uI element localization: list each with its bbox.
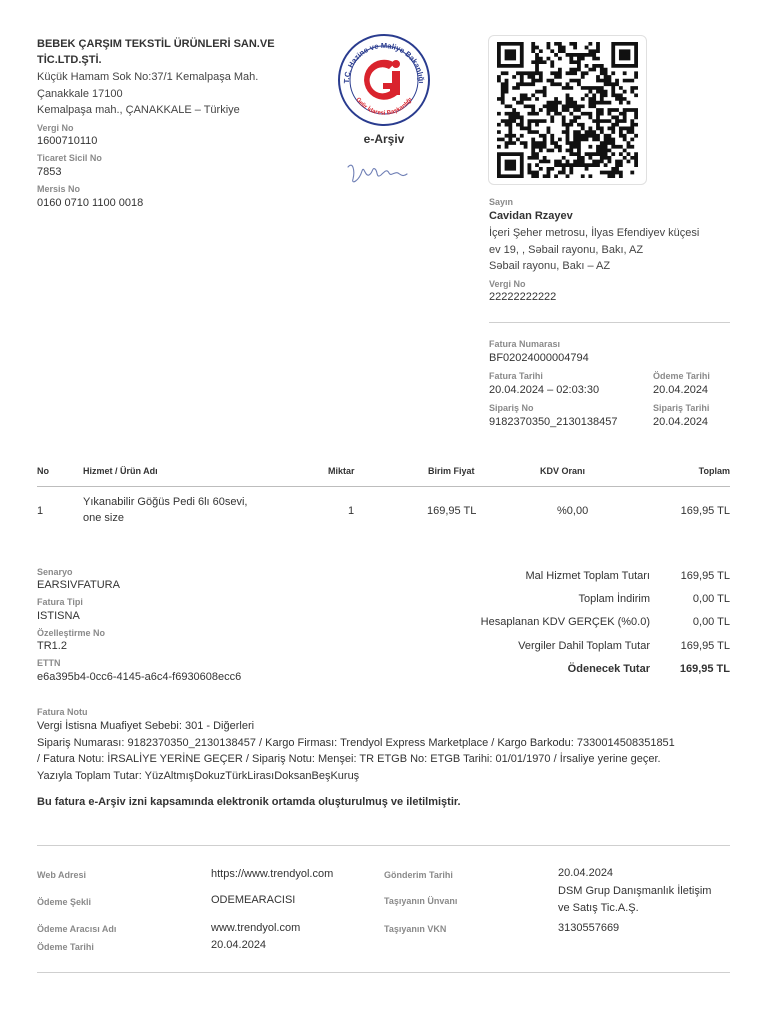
ettn-label: ETTN bbox=[37, 658, 61, 668]
buyer-salutation: Sayın bbox=[489, 197, 514, 207]
buyer-tax-no-label: Vergi No bbox=[489, 279, 526, 289]
divider bbox=[489, 322, 730, 323]
payable-label: Ödenecek Tutar bbox=[567, 663, 650, 675]
seller-name: BEBEK ÇARŞIM TEKSTİL ÜRÜNLERİ SAN.VE TİC.LTD.ŞTİ. bbox=[37, 38, 275, 66]
scenario-label: Senaryo bbox=[37, 567, 73, 577]
carrier-name bbox=[558, 883, 738, 916]
carrier-vkn: 3130557669 bbox=[558, 922, 620, 934]
invoice-type-label: Fatura Tipi bbox=[37, 597, 83, 607]
web-address-label: Web Adresi bbox=[37, 870, 87, 880]
row-product-line: Yıkanabilir Göğüs Pedi 6lı 60sevi, bbox=[83, 496, 248, 508]
note-line: Sipariş Numarası: 9182370350_2130138457 / Kargo Firması: Trendyol Express Marketplace / Kargo Barkodu: 7330014508351851 bbox=[37, 736, 675, 749]
payment-method: ODEMEARACISI bbox=[211, 894, 296, 906]
table-header-divider bbox=[37, 486, 730, 487]
logo-bottom-text: Gelir İdaresi Başkanlığı bbox=[354, 96, 414, 117]
note-line: Vergi İstisna Muafiyet Sebebi: 301 - Diğerleri bbox=[37, 720, 255, 732]
total-incl-tax-value: 169,95 TL bbox=[680, 640, 730, 652]
note-line: Yazıyla Toplam Tutar: YüzAltmışDokuzTürkLirasıDoksanBeşKuruş bbox=[37, 769, 360, 782]
seller-tax-no: 1600710110 bbox=[37, 135, 98, 147]
row-product bbox=[83, 494, 283, 526]
footer-bottom-divider bbox=[37, 972, 730, 973]
row-vat: %0,00 bbox=[557, 505, 589, 517]
ettn: e6a395b4-0cc6-4145-a6c4-f6930608ecc6 bbox=[37, 671, 242, 683]
note-line: / Fatura Notu: İRSALİYE YERİNE GEÇER / Sipariş Notu: Menşei: TR ETGB No: ETGB Tarihi: 01/01/1970 / İrsaliye yerine geçer. bbox=[37, 753, 661, 765]
send-date: 20.04.2024 bbox=[558, 867, 614, 879]
buyer-address bbox=[489, 225, 729, 275]
buyer-tax-no: 22222222222 bbox=[489, 291, 557, 303]
total-incl-tax-label: Vergiler Dahil Toplam Tutar bbox=[518, 640, 650, 652]
qr-code-icon bbox=[497, 42, 638, 178]
customization-label: Özelleştirme No bbox=[37, 628, 106, 638]
total-vat-label: Hesaplanan KDV GERÇEK (%0.0) bbox=[480, 616, 650, 628]
seller-mersis-label: Mersis No bbox=[37, 184, 81, 194]
order-no-label: Sipariş No bbox=[489, 403, 534, 413]
buyer-name: Cavidan Rzayev bbox=[489, 210, 573, 222]
seller-address bbox=[37, 69, 317, 119]
col-header-qty: Miktar bbox=[328, 466, 355, 476]
invoice-date: 20.04.2024 – 02:03:30 bbox=[489, 384, 600, 396]
gib-logo bbox=[337, 33, 431, 127]
order-date: 20.04.2024 bbox=[653, 416, 709, 428]
buyer-address-line: Səbail rayonu, Bakı – AZ bbox=[489, 260, 611, 272]
buyer-address-line: ev 19, , Səbail rayonu, Bakı, AZ bbox=[489, 243, 644, 256]
row-total: 169,95 TL bbox=[680, 505, 730, 517]
carrier-name-line: DSM Grup Danışmanlık İletişim bbox=[558, 885, 712, 897]
send-date-label: Gönderim Tarihi bbox=[384, 870, 453, 880]
seller-trade-reg-label: Ticaret Sicil No bbox=[37, 153, 102, 163]
invoice-type: ISTISNA bbox=[37, 610, 80, 622]
footer-payment-date-label: Ödeme Tarihi bbox=[37, 942, 94, 952]
buyer-address-line: İçeri Şeher metrosu, İlyas Efendiyev küçesi bbox=[489, 227, 700, 239]
payable-value: 169,95 TL bbox=[679, 663, 730, 675]
seller-trade-reg: 7853 bbox=[37, 166, 62, 178]
document-type: e-Arşiv bbox=[363, 132, 405, 146]
carrier-vkn-label: Taşıyanın VKN bbox=[384, 924, 447, 934]
col-header-product: Hizmet / Ürün Adı bbox=[83, 466, 158, 476]
total-discount-label: Toplam İndirim bbox=[578, 593, 650, 605]
scenario: EARSIVFATURA bbox=[37, 579, 120, 591]
seller-address-line: Çanakkale 17100 bbox=[37, 87, 123, 100]
qr-code bbox=[488, 35, 647, 185]
footer-top-divider bbox=[37, 845, 730, 846]
order-no: 9182370350_2130138457 bbox=[489, 416, 618, 428]
payment-intermediary-label: Ödeme Aracısı Adı bbox=[37, 924, 117, 934]
order-date-label: Sipariş Tarihi bbox=[653, 403, 710, 413]
col-header-total: Toplam bbox=[698, 466, 730, 476]
invoice-date-label: Fatura Tarihi bbox=[489, 371, 543, 381]
row-product-line: one size bbox=[83, 512, 124, 524]
seller-address-line: Küçük Hamam Sok No:37/1 Kemalpaşa Mah. bbox=[37, 71, 259, 83]
seller-mersis: 0160 0710 1100 0018 bbox=[37, 197, 144, 209]
row-qty: 1 bbox=[348, 505, 355, 517]
invoice-notes bbox=[37, 718, 737, 784]
signature-image bbox=[345, 157, 415, 187]
col-header-vat: KDV Oranı bbox=[540, 466, 586, 476]
payment-date-label: Ödeme Tarihi bbox=[653, 371, 710, 381]
seller-tax-no-label: Vergi No bbox=[37, 123, 74, 133]
payment-date: 20.04.2024 bbox=[653, 384, 709, 396]
payment-method-label: Ödeme Şekli bbox=[37, 897, 92, 907]
total-goods-label: Mal Hizmet Toplam Tutarı bbox=[525, 570, 650, 582]
total-discount-value: 0,00 TL bbox=[692, 593, 730, 605]
total-vat-value: 0,00 TL bbox=[692, 616, 730, 628]
row-unit-price: 169,95 TL bbox=[427, 505, 477, 517]
invoice-number: BF02024000004794 bbox=[489, 352, 589, 364]
carrier-label: Taşıyanın Ünvanı bbox=[384, 896, 458, 906]
footer-payment-date: 20.04.2024 bbox=[211, 939, 267, 951]
invoice-number-label: Fatura Numarası bbox=[489, 339, 561, 349]
row-no: 1 bbox=[37, 505, 44, 517]
notes-label: Fatura Notu bbox=[37, 707, 88, 717]
carrier-name-line: ve Satış Tic.A.Ş. bbox=[558, 901, 639, 914]
logo-ring-text: T.C. Hazine ve Maliye Bakanlığı bbox=[341, 40, 427, 84]
web-address[interactable]: https://www.trendyol.com bbox=[211, 868, 334, 880]
total-goods-value: 169,95 TL bbox=[680, 570, 730, 582]
seller-address-line: Kemalpaşa mah., ÇANAKKALE – Türkiye bbox=[37, 104, 240, 116]
e-archive-statement: Bu fatura e-Arşiv izni kapsamında elektronik ortamda oluşturulmuş ve iletilmiştir. bbox=[37, 796, 461, 808]
col-header-no: No bbox=[37, 466, 49, 476]
payment-intermediary[interactable]: www.trendyol.com bbox=[211, 922, 301, 934]
customization: TR1.2 bbox=[37, 640, 67, 652]
col-header-unit-price: Birim Fiyat bbox=[428, 466, 475, 476]
